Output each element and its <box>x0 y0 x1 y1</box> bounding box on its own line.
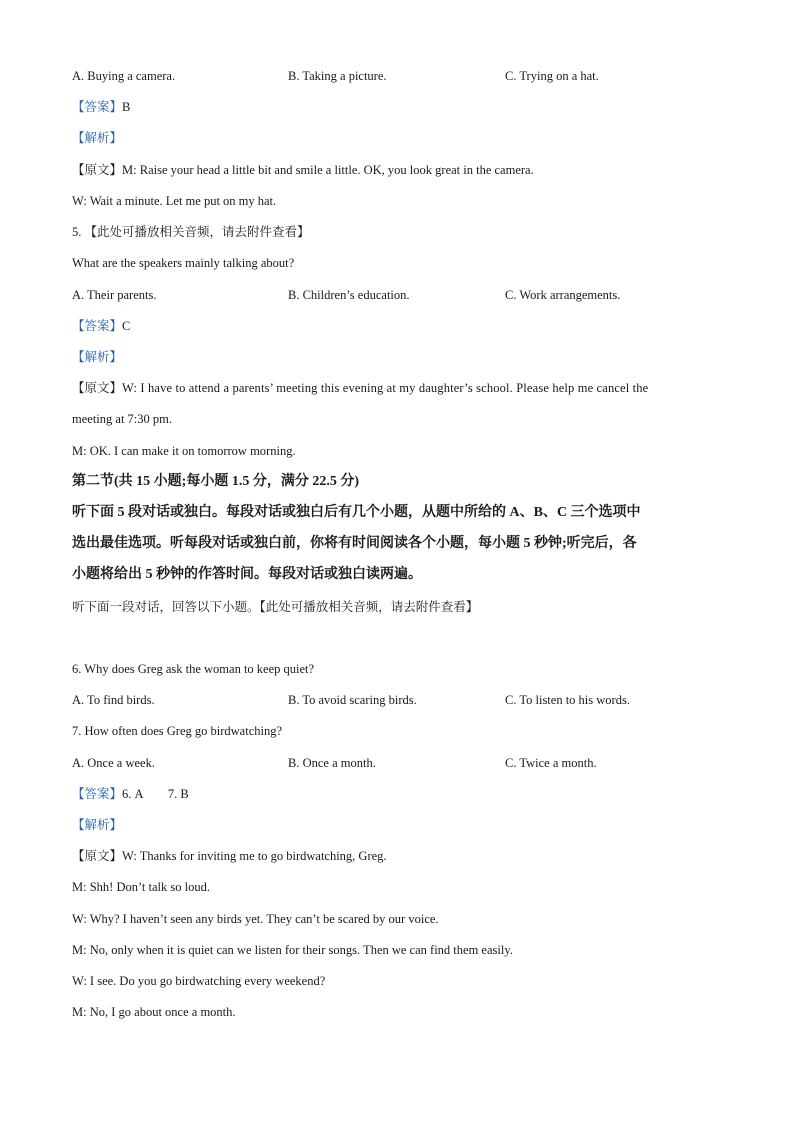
answer-tag: 【答案】 <box>72 787 123 801</box>
q7-option-a: A. Once a week. <box>72 756 155 770</box>
q5-transcript-line: meeting at 7:30 pm. <box>72 412 172 426</box>
q67-transcript-line: M: Shh! Don’t talk so loud. <box>72 880 210 894</box>
answer-value: 6. A 7. B <box>122 787 189 801</box>
q6-question: 6. Why does Greg ask the woman to keep quiet? <box>72 662 315 676</box>
q6-option-b: B. To avoid scaring birds. <box>288 693 417 707</box>
answer-value: B <box>122 100 131 114</box>
section2-instruction-line: 选出最佳选项。听每段对话或独白前，你将有时间阅读各个小题，每小题 5 秒钟;听完后，各 <box>72 536 637 551</box>
transcript-text: M: Raise your head a little bit and smile a little. OK, you look great in the camera. <box>122 163 534 177</box>
q5-option-c: C. Work arrangements. <box>505 288 621 302</box>
q67-transcript-line: M: No, I go about once a month. <box>72 1005 236 1019</box>
q7-option-c: C. Twice a month. <box>505 756 597 770</box>
q4-options <box>72 68 722 84</box>
transcript-text: W: Thanks for inviting me to go birdwatching, Greg. <box>122 849 387 863</box>
q67-transcript-line: M: No, only when it is quiet can we listen for their songs. Then we can find them easily. <box>72 943 513 957</box>
q5-option-b: B. Children’s education. <box>288 288 410 302</box>
q6-options <box>72 692 722 708</box>
q4-transcript-line: W: Wait a minute. Let me put on my hat. <box>72 194 277 208</box>
q5-options <box>72 287 722 303</box>
q5-transcript-line: M: OK. I can make it on tomorrow morning. <box>72 444 296 458</box>
q4-answer <box>72 99 130 115</box>
answer-value: C <box>122 319 131 333</box>
q5-analysis-tag: 【解析】 <box>72 350 123 364</box>
q67-analysis-tag: 【解析】 <box>72 818 123 832</box>
q5-header: 5. 【此处可播放相关音频，请去附件查看】 <box>72 225 310 239</box>
q67-transcript-line: W: Why? I haven’t seen any birds yet. They can’t be scared by our voice. <box>72 912 439 926</box>
q6-option-a: A. To find birds. <box>72 693 155 707</box>
q4-option-b: B. Taking a picture. <box>288 69 387 83</box>
q7-options <box>72 755 722 771</box>
transcript-tag: 【原文】 <box>72 381 123 395</box>
q4-analysis-tag: 【解析】 <box>72 131 123 145</box>
section2-instruction-line: 听下面 5 段对话或独白。每段对话或独白后有几个小题，从题中所给的 A、B、C 三个选项中 <box>72 505 641 520</box>
q67-transcript-line <box>72 848 387 864</box>
transcript-text: W: I have to attend a parents’ meeting this evening at my daughter’s school. Please help me cancel the <box>122 381 649 395</box>
answer-tag: 【答案】 <box>72 319 123 333</box>
q5-option-a: A. Their parents. <box>72 288 157 302</box>
section2-title: 第二节(共 15 小题;每小题 1.5 分，满分 22.5 分) <box>72 474 359 489</box>
q5-transcript-line <box>72 380 722 396</box>
q7-question: 7. How often does Greg go birdwatching? <box>72 724 283 738</box>
q5-question: What are the speakers mainly talking about? <box>72 256 295 270</box>
transcript-tag: 【原文】 <box>72 163 123 177</box>
q5-answer <box>72 318 130 334</box>
listen-prompt: 听下面一段对话，回答以下小题。【此处可播放相关音频，请去附件查看】 <box>72 600 479 614</box>
q4-option-c: C. Trying on a hat. <box>505 69 599 83</box>
transcript-tag: 【原文】 <box>72 849 123 863</box>
q4-option-a: A. Buying a camera. <box>72 69 176 83</box>
q6-option-c: C. To listen to his words. <box>505 693 630 707</box>
q67-answer <box>72 786 189 802</box>
section2-instruction-line: 小题将给出 5 秒钟的作答时间。每段对话或独白读两遍。 <box>72 567 422 582</box>
q67-transcript-line: W: I see. Do you go birdwatching every weekend? <box>72 974 326 988</box>
q4-transcript-line <box>72 162 534 178</box>
answer-tag: 【答案】 <box>72 100 123 114</box>
q7-option-b: B. Once a month. <box>288 756 376 770</box>
